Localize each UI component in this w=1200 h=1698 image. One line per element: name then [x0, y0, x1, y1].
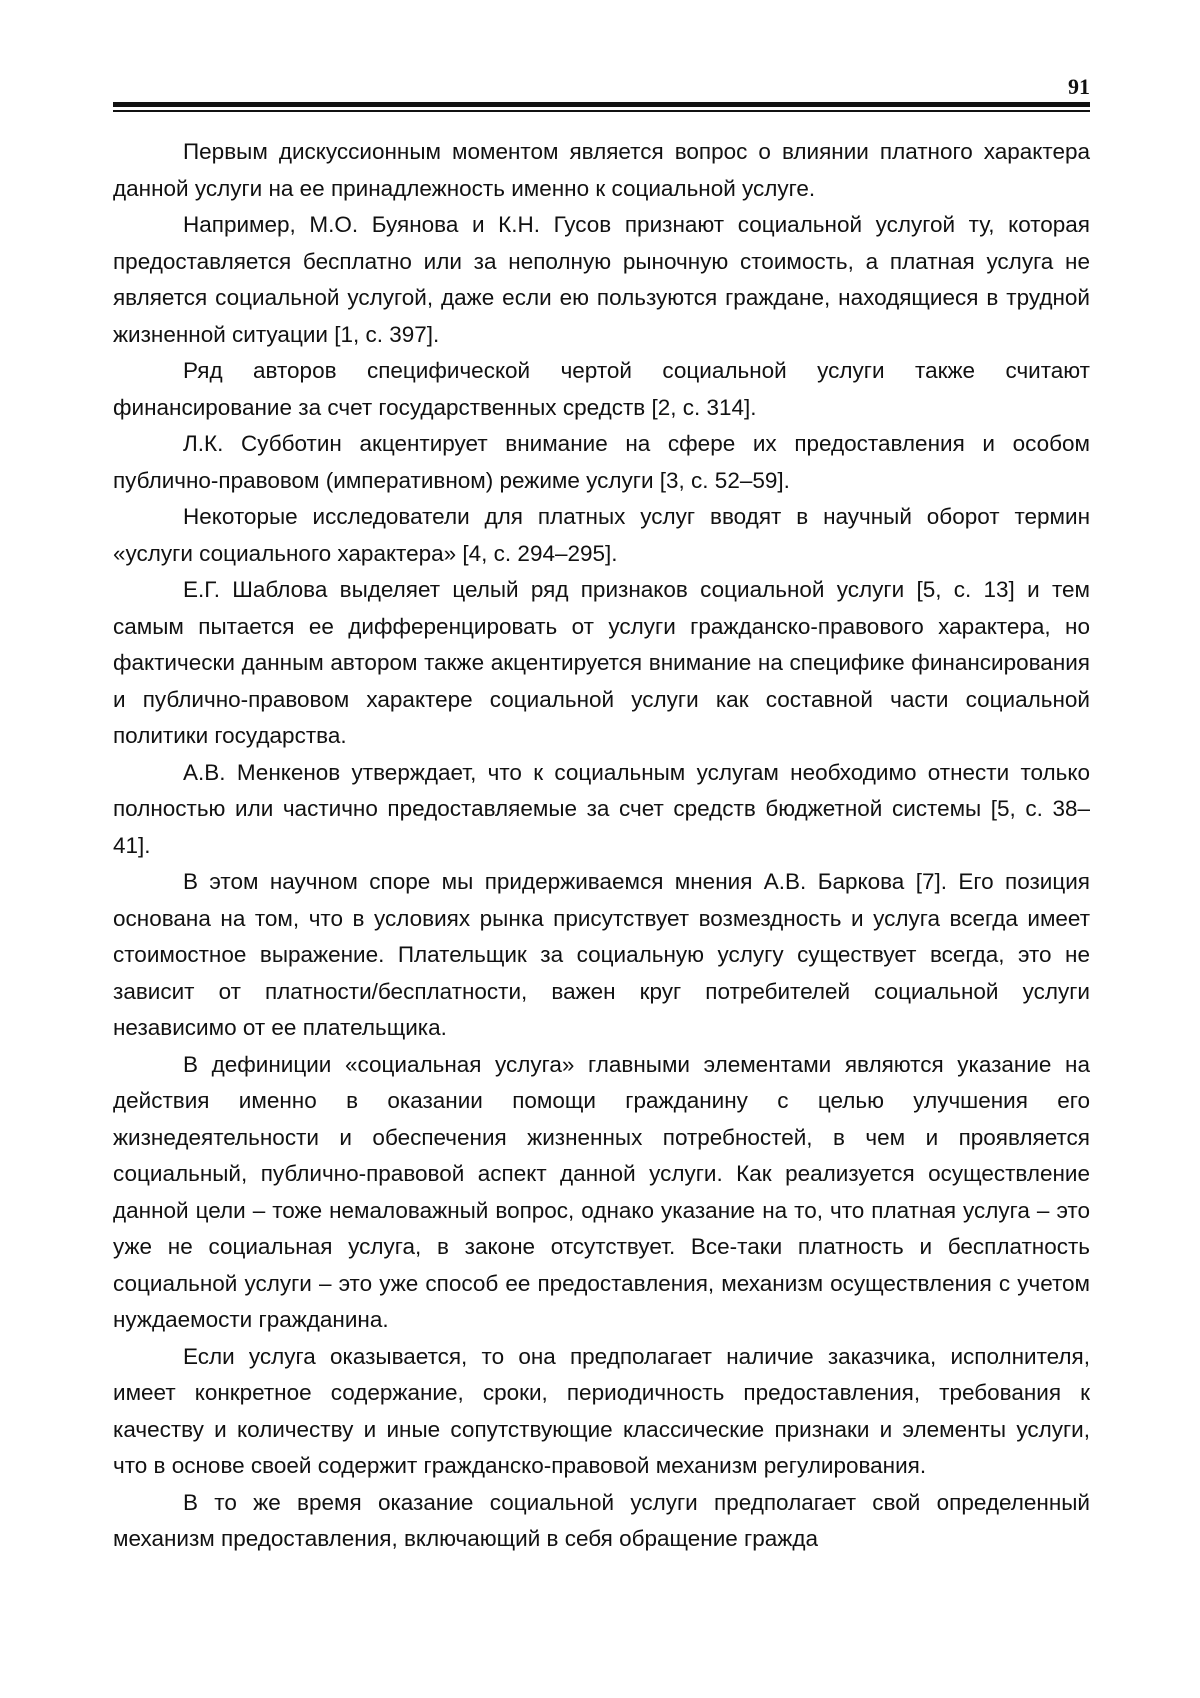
paragraph-7: А.В. Менкенов утверждает, что к социальным услугам необходимо отнести только полностью или частично предоставляемые за счет средств бюджетной системы [5, с. 38–41].	[113, 759, 1090, 858]
paragraph-5: Некоторые исследователи для платных услуг вводят в научный оборот термин «услуги социального характера» [4, с. 294–295].	[113, 504, 1090, 566]
paragraph-6: Е.Г. Шаблова выделяет целый ряд признаков социальной услуги [5, с. 13] и тем самым пытается ее дифференцировать от услуги гражданско-правового характера, но фактически данным автором также акцентируется внимание на специфике финансирования и публично-правовом характере социальной услуги как составной части социальной политики государства.	[113, 577, 1090, 748]
body-text	[113, 134, 1090, 1558]
paragraph-3: Ряд авторов специфической чертой социальной услуги также считают финансирование за счет государственных средств [2, с. 314].	[113, 358, 1090, 420]
page-number: 91	[1068, 74, 1090, 99]
paragraph-9: В дефиниции «социальная услуга» главными элементами являются указание на действия именно в оказании помощи гражданину с целью улучшения его жизнедеятельности и обеспечения жизненных потребностей, в чем и проявляется социальный, публично-правовой аспект данной услуги. Как реализуется осуществление данной цели – тоже немаловажный вопрос, однако указание на то, что платная услуга – это уже не социальная услуга, в законе отсутствует. Все-таки платность и бесплатность социальной услуги – это уже способ ее предоставления, механизм осуществления с учетом нуждаемости гражданина.	[113, 1051, 1090, 1332]
paragraph-1: Первым дискуссионным моментом является вопрос о влиянии платного характера данной услуги на ее принадлежность именно к социальной услуге.	[113, 139, 1090, 201]
paragraph-4: Л.К. Субботин акцентирует внимание на сфере их предоставления и особом публично-правовом (императивном) режиме услуги [3, с. 52–59].	[113, 431, 1090, 493]
paragraph-11: В то же время оказание социальной услуги предполагает свой определенный механизм предоставления, включающий в себя обращение гражда	[113, 1489, 1090, 1551]
header-rule-thick	[113, 102, 1090, 107]
paragraph-8: В этом научном споре мы придерживаемся мнения А.В. Баркова [7]. Его позиция основана на том, что в условиях рынка присутствует возмездность и услуга всегда имеет стоимостное выражение. Плательщик за социальную услугу существует всегда, это не зависит от платности/бесплатности, важен круг потребителей социальной услуги независимо от ее плательщика.	[113, 869, 1090, 1040]
header-rule-thin	[113, 110, 1090, 112]
paragraph-2: Например, М.О. Буянова и К.Н. Гусов признают социальной услугой ту, которая предоставляется бесплатно или за неполную рыночную стоимость, а платная услуга не является социальной услугой, даже если ею пользуются граждане, находящиеся в трудной жизненной ситуации [1, с. 397].	[113, 212, 1090, 347]
paragraph-10: Если услуга оказывается, то она предполагает наличие заказчика, исполнителя, имеет конкретное содержание, сроки, периодичность предоставления, требования к качеству и количеству и иные сопутствующие классические признаки и элементы услуги, что в основе своей содержит гражданско-правовой механизм регулирования.	[113, 1343, 1090, 1478]
